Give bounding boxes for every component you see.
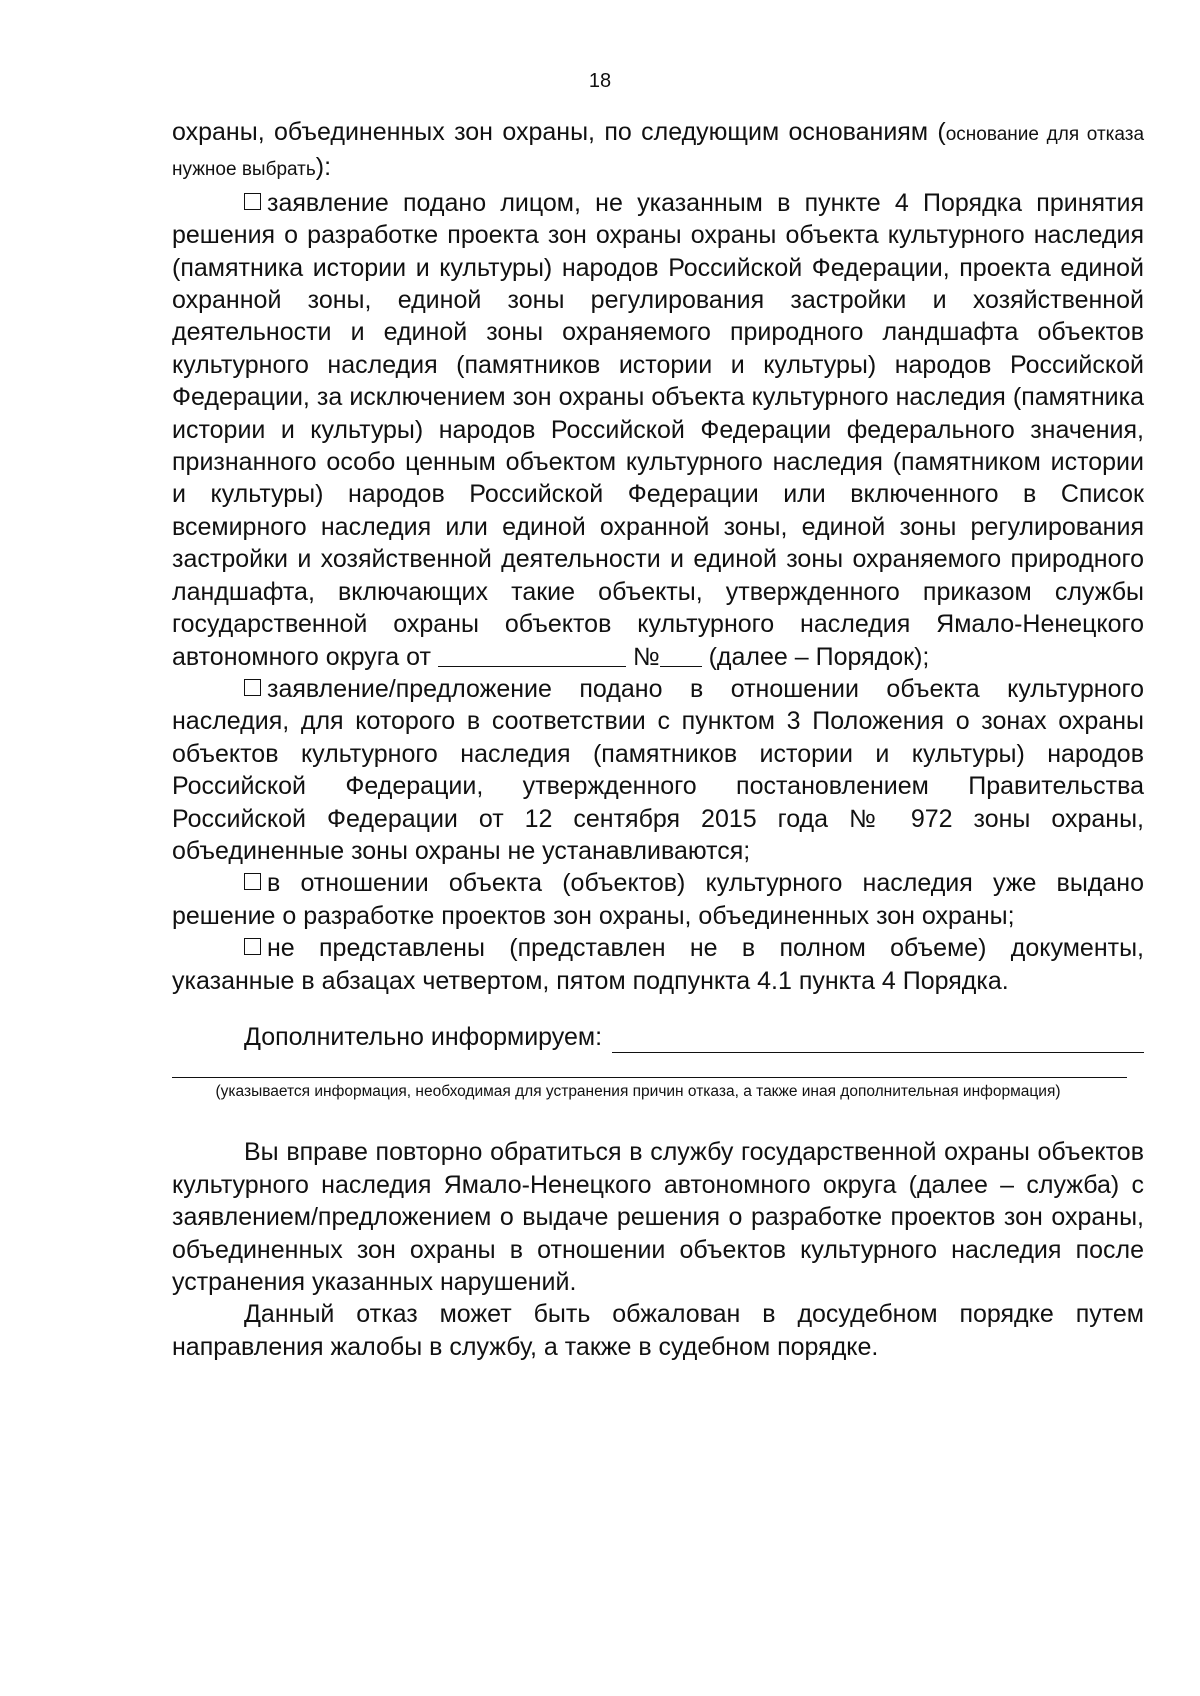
additional-info-footnote: (указывается информация, необходимая для устранения причин отказа, а также иная дополнительная информация): [215, 1083, 1061, 1101]
order-number-blank: [660, 644, 702, 667]
reason-item: [172, 673, 1144, 867]
checkbox-reason-2[interactable]: [244, 679, 261, 696]
closing-paragraph-1: Вы вправе повторно обратиться в службу государственной охраны объектов культурного наследия Ямало-Ненецкого автономного округа (далее – служба) с заявлением/предложением о выдаче решения о разработке проектов зон охраны, объединенных зон охраны в отношении объектов культурного наследия после устранения указанных нарушений.: [172, 1138, 1144, 1296]
reason-1-text-after: (далее – Порядок);: [701, 642, 930, 671]
additional-info-row: [172, 1021, 1144, 1053]
document-body: [172, 116, 1144, 1363]
reason-4-text: не представлены (представлен не в полном объеме) документы, указанные в абзацах четвертом, пятом подпункта 4.1 пункта 4 Порядка.: [172, 934, 1144, 995]
page-number: 18: [588, 70, 612, 92]
order-date-blank: [438, 644, 626, 667]
intro-closing: ):: [315, 153, 332, 182]
reason-1-text: заявление подано лицом, не указанным в пункте 4 Порядка принятия решения о разработке проекта зон охраны охраны объекта культурного наследия (памятника истории и культуры) народов Российской Федерации, проекта единой охранной зоны, единой зоны регулирования застройки и хозяйственной деятельности и единой зоны охраняемого природного ландшафта объектов культурного наследия (памятников истории и культуры) народов Российской Федерации, за исключением зон охраны объекта культурного наследия (памятника истории и культуры) народов Российской Федерации федерального значения, признанного особо ценным объектом культурного наследия (памятником истории и культуры) народов Российской Федерации или включенного в Список всемирного наследия или единой охранной зоны, единой зоны регулирования застройки и хозяйственной деятельности и единой зоны охраняемого природного ландшафта, включающих такие объекты, утвержденного приказом службы государственной охраны объектов культурного наследия Ямало-Ненецкого автономного округа от: [172, 188, 1144, 671]
checkbox-reason-4[interactable]: [244, 938, 261, 955]
intro-text: охраны, объединенных зон охраны, по следующим основаниям (: [172, 118, 946, 146]
reason-item: [172, 867, 1144, 932]
intro-note: основание для отказа нужное выбрать: [172, 124, 1145, 181]
checkbox-reason-3[interactable]: [244, 873, 261, 890]
reason-item: [172, 187, 1144, 673]
spacer: [172, 1102, 1144, 1136]
additional-info-line-2: [172, 1077, 1127, 1078]
closing-paragraph-2: Данный отказ может быть обжалован в досудебном порядке путем направления жалобы в службу, а также в судебном порядке.: [172, 1300, 1144, 1361]
additional-info-label: Дополнительно информируем:: [244, 1022, 603, 1051]
intro-paragraph: [172, 116, 1144, 187]
checkbox-reason-1[interactable]: [244, 193, 261, 210]
reason-item: [172, 932, 1144, 997]
additional-info-line: [612, 1028, 1144, 1053]
number-sign: №: [632, 642, 660, 671]
reason-2-text: заявление/предложение подано в отношении объекта культурного наследия, для которого в соответствии с пунктом 3 Положения о зонах охраны объектов культурного наследия (памятников истории и культуры) народов Российской Федерации, утвержденного постановлением Правительства Российской Федерации от 12 сентября 2015 года № 972 зоны охраны, объединенные зоны охраны не устанавливаются;: [172, 674, 1144, 865]
reason-3-text: в отношении объекта (объектов) культурного наследия уже выдано решение о разработке проектов зон охраны, объединенных зон охраны;: [172, 869, 1144, 930]
